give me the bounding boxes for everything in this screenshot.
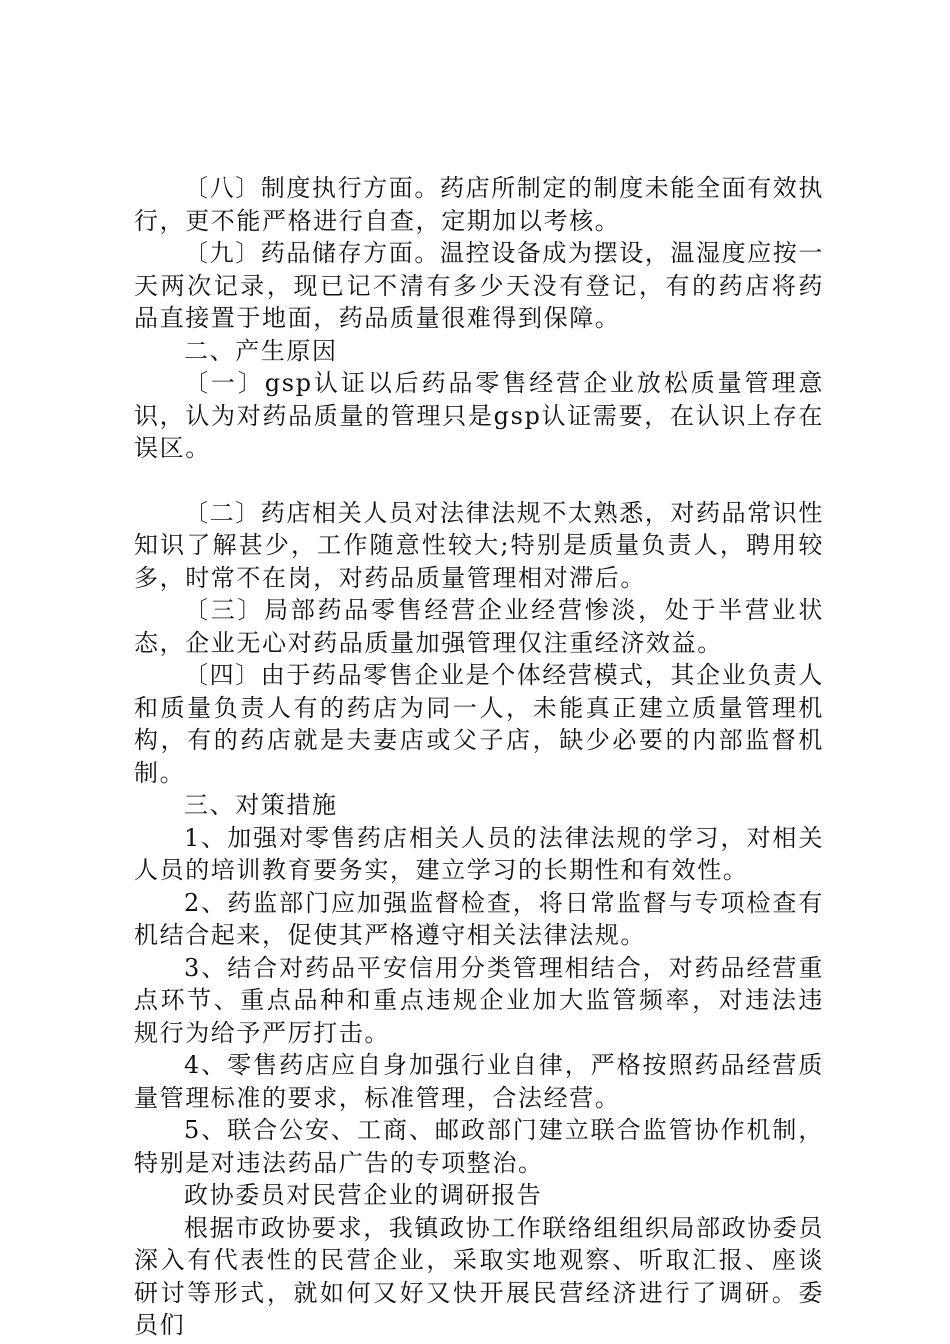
paragraph-cause-3: 〔三〕局部药品零售经营企业经营惨淡，处于半营业状态，企业无心对药品质量加强管理仅注重经济效益。: [134, 596, 824, 657]
heading-report-title: 政协委员对民营企业的调研报告: [184, 1181, 543, 1209]
paragraph-report-intro: 根据市政协要求，我镇政协工作联络组组织局部政协委员深入有代表性的民营企业，采取实地观察、听取汇报、座谈研讨等形式，就如何又好又快开展民营经济进行了调研。委员们: [134, 1213, 824, 1339]
paragraph-cause-1: 〔一〕gsp认证以后药品零售经营企业放松质量管理意识，认为对药品质量的管理只是gsp认证需要，在认识上存在误区。: [134, 369, 824, 462]
paragraph-measure-1: 1、加强对零售药店相关人员的法律法规的学习，对相关人员的培训教育要务实，建立学习的长期性和有效性。: [134, 823, 824, 884]
paragraph-measure-4: 4、零售药店应自身加强行业自律，严格按照药品经营质量管理标准的要求，标准管理，合法经营。: [134, 1051, 824, 1112]
heading-countermeasures: 三、对策措施: [184, 791, 338, 819]
paragraph-cause-4: 〔四〕由于药品零售企业是个体经营模式，其企业负责人和质量负责人有的药店为同一人，未能真正建立质量管理机构，有的药店就是夫妻店或父子店，缺少必要的内部监督机制。: [134, 661, 824, 787]
heading-causes: 二、产生原因: [184, 336, 338, 365]
paragraph-cause-2: 〔二〕药店相关人员对法律法规不太熟悉，对药品常识性知识了解甚少，工作随意性较大;特别是质量负责人，聘用较多，时常不在岗，对药品质量管理相对滞后。: [134, 498, 824, 592]
paragraph-section-8-system-execution: 〔八〕制度执行方面。药店所制定的制度未能全面有效执行，更不能严格进行自查，定期加以考核。: [134, 174, 824, 235]
paragraph-measure-3: 3、结合对药品平安信用分类管理相结合，对药品经营重点环节、重点品种和重点违规企业加大监管频率，对违法违规行为给予严厉打击。: [134, 953, 824, 1047]
document-body: [134, 172, 824, 1342]
paragraph-section-9-drug-storage: 〔九〕药品储存方面。温控设备成为摆设，温湿度应按一天两次记录，现已记不清有多少天没有登记，有的药店将药品直接置于地面，药品质量很难得到保障。: [134, 239, 824, 332]
paragraph-measure-2: 2、药监部门应加强监督检查，将日常监督与专项检查有机结合起来，促使其严格遵守相关法律法规。: [134, 888, 824, 949]
paragraph-measure-5: 5、联合公安、工商、邮政部门建立联合监管协作机制，特别是对违法药品广告的专项整治。: [134, 1116, 824, 1177]
